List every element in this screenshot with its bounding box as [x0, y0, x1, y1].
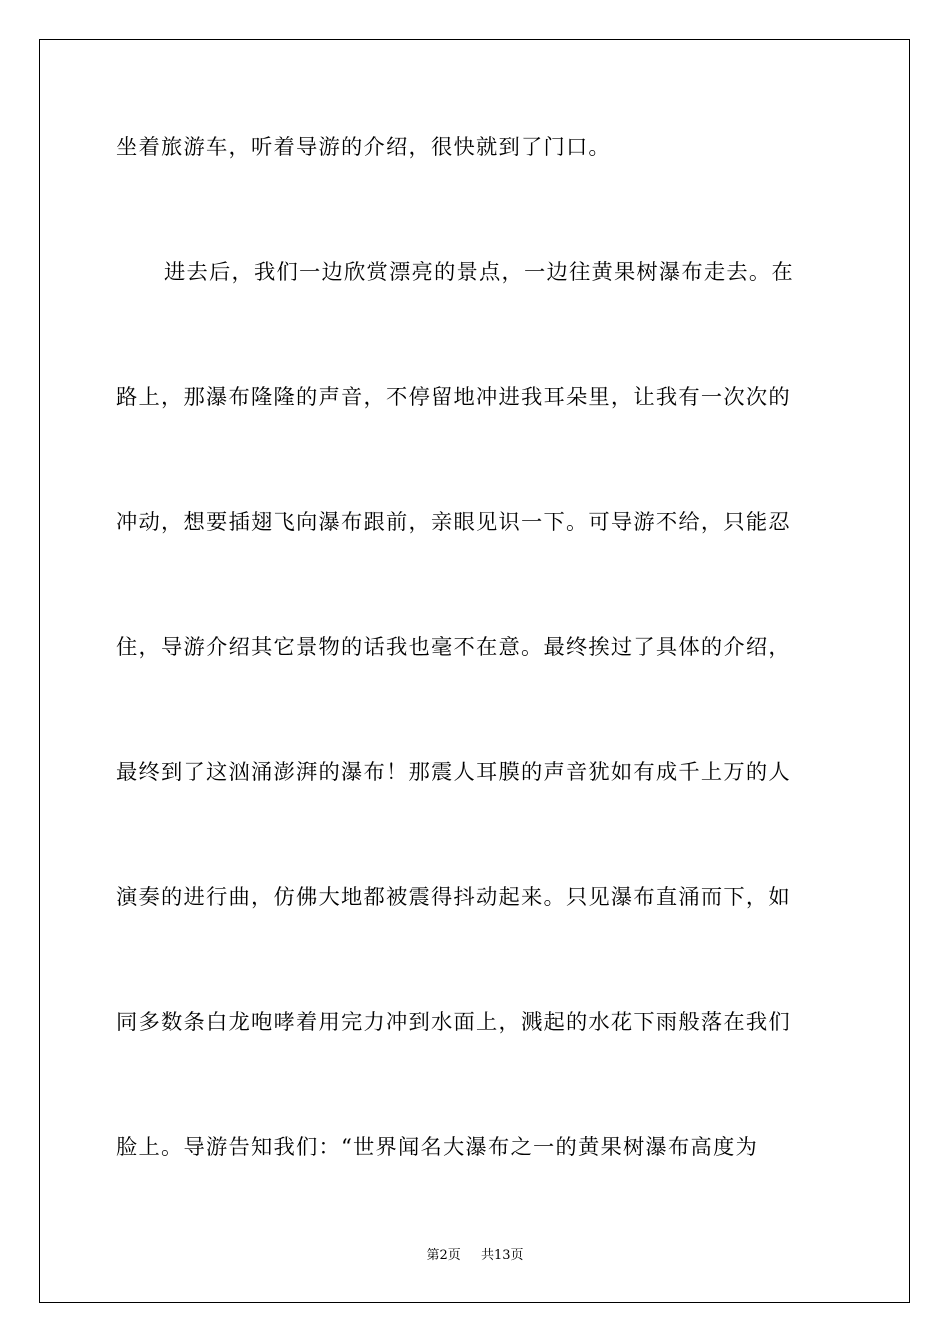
text-line: 住，导游介绍其它景物的话我也毫不在意。最终挨过了具体的介绍，	[116, 635, 791, 660]
text-line: 路上，那瀑布隆隆的声音，不停留地冲进我耳朵里，让我有一次次的	[116, 385, 791, 410]
page-footer	[0, 1247, 950, 1265]
text-line: 演奏的进行曲，仿佛大地都被震得抖动起来。只见瀑布直涌而下，如	[116, 885, 791, 910]
page-border	[39, 39, 910, 1303]
page-number: 第2页	[426, 1248, 461, 1263]
text-line-indented: 进去后，我们一边欣赏漂亮的景点，一边往黄果树瀑布走去。在	[164, 260, 794, 285]
text-line: 冲动，想要插翅飞向瀑布跟前，亲眼见识一下。可导游不给，只能忍	[116, 510, 791, 535]
total-pages: 共13页	[480, 1248, 524, 1263]
text-line: 脸上。导游告知我们：“世界闻名大瀑布之一的黄果树瀑布高度为	[116, 1135, 759, 1160]
text-line: 坐着旅游车，听着导游的介绍，很快就到了门口。	[116, 135, 611, 160]
text-line: 同多数条白龙咆哮着用完力冲到水面上，溅起的水花下雨般落在我们	[116, 1010, 791, 1035]
text-line: 最终到了这汹涌澎湃的瀑布！那震人耳膜的声音犹如有成千上万的人	[116, 760, 791, 785]
